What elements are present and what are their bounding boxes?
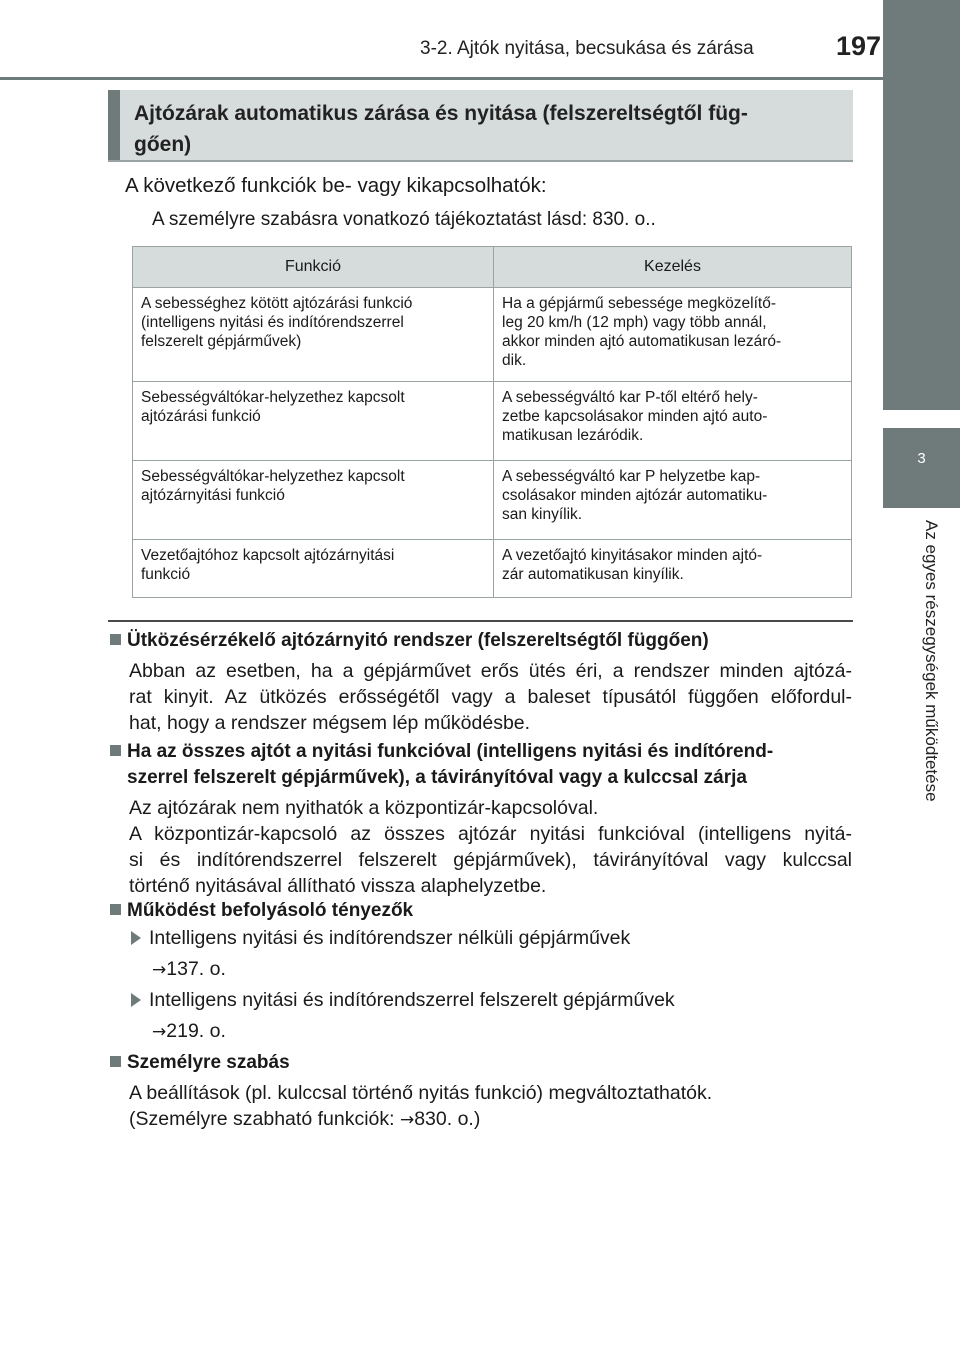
operation-cell [494, 382, 852, 461]
table-row [133, 382, 852, 461]
subheading-customization [110, 1049, 855, 1077]
cell-line: funkció [141, 566, 191, 583]
cell-line: ajtózárási funkció [141, 408, 261, 425]
body-line: A központizár-kapcsoló az összes ajtózár nyitási funkcióval (intelligens nyitá- [129, 823, 852, 845]
customization-body [129, 1080, 852, 1133]
column-header-function: Funkció [133, 247, 494, 288]
operation-cell [494, 288, 852, 382]
table-row [133, 288, 852, 382]
subheading-text: Működést befolyásoló tényezők [127, 900, 414, 921]
square-bullet-icon [110, 1056, 121, 1067]
operation-cell [494, 540, 852, 598]
column-header-operation: Kezelés [494, 247, 852, 288]
body-line: rat kinyit. Az ütközés erősségétől vagy a baleset típusától függően előfordul- [129, 686, 852, 708]
body-line: történő nyitásával állítható vissza alaphelyzetbe. [129, 875, 547, 897]
body-line: A beállítások (pl. kulccsal történő nyitás funkció) megváltoztathatók. [129, 1082, 713, 1104]
subheading-operating-factors [110, 897, 855, 925]
header-rule [0, 77, 960, 80]
cell-line: zár automatikusan kinyílik. [502, 566, 684, 583]
square-bullet-icon [110, 904, 121, 915]
arrow-right-icon: → [399, 1110, 415, 1130]
body-line: Az ajtózárak nem nyithatók a központizár-kapcsolóval. [129, 797, 599, 819]
body-line: Abban az esetben, ha a gépjárművet erős ütés éri, a rendszer minden ajtózá- [129, 660, 852, 682]
cell-line: csolásakor minden ajtózár automatiku- [502, 487, 768, 504]
cell-line: felszerelt gépjárművek) [141, 333, 302, 350]
page-number: 197 [836, 31, 882, 61]
operation-cell [494, 461, 852, 540]
arrow-right-icon: → [152, 960, 167, 980]
lock-all-doors-body [129, 795, 852, 899]
body-text: (Személyre szabható funkciók: [129, 1108, 400, 1130]
section-heading-box [108, 90, 853, 160]
factor-item-text: Intelligens nyitási és indítórendszer nélküli gépjárművek [149, 927, 631, 949]
table-row [133, 461, 852, 540]
table-header-row [133, 247, 852, 288]
heading-line-2: gően) [134, 133, 192, 156]
triangle-bullet-icon [131, 931, 141, 945]
subheading-lock-all-doors [110, 738, 855, 766]
reference-text: 830. o.) [414, 1108, 481, 1130]
cell-line: leg 20 km/h (12 mph) vagy több annál, [502, 314, 767, 331]
page-reference-2 [152, 1020, 226, 1043]
body-line [129, 1106, 852, 1133]
square-bullet-icon [110, 745, 121, 756]
heading-line-1: Ajtózárak automatikus zárása és nyitása (felszereltségtől füg- [134, 102, 748, 125]
cell-line: A vezetőajtó kinyitásakor minden ajtó- [502, 547, 763, 564]
section-title: 3-2. Ajtók nyitása, becsukása és zárása [420, 38, 754, 59]
subheading-lock-all-doors-cont: szerrel felszerelt gépjárművek), a távirányítóval vagy a kulccsal zárja [127, 767, 747, 788]
intro-text: A következő funkciók be- vagy kikapcsolhatók: [125, 174, 547, 197]
section-divider [108, 620, 853, 622]
cell-line: A sebességváltó kar P-től eltérő hely- [502, 389, 758, 406]
cell-line: A sebességváltó kar P helyzetbe kap- [502, 468, 761, 485]
chapter-title: Az egyes részegységek működtetése [922, 520, 941, 802]
function-cell [133, 382, 494, 461]
cell-line: A sebességhez kötött ajtózárási funkció [141, 295, 413, 312]
subheading-crash-unlock [110, 627, 855, 655]
cell-line: Sebességváltókar-helyzethez kapcsolt [141, 468, 405, 485]
section-heading [134, 98, 839, 160]
factor-item-1 [131, 927, 630, 950]
customization-note: A személyre szabásra vonatkozó tájékoztatást lásd: 830. o.. [152, 209, 656, 230]
reference-text: 219. o. [166, 1020, 226, 1042]
function-cell [133, 288, 494, 382]
side-tab-bar [883, 0, 960, 410]
reference-text: 137. o. [166, 958, 226, 980]
chapter-number: 3 [917, 450, 926, 467]
cell-line: (intelligens nyitási és indítórendszerrel [141, 314, 404, 331]
crash-unlock-body [129, 658, 852, 736]
subheading-text: Ütközésérzékelő ajtózárnyitó rendszer (felszereltségtől függően) [127, 630, 709, 651]
subheading-text: Ha az összes ajtót a nyitási funkcióval (intelligens nyitási és indítórend- [127, 741, 774, 762]
factor-item-2 [131, 989, 675, 1012]
chapter-tab [883, 428, 960, 508]
square-bullet-icon [110, 634, 121, 645]
table-row [133, 540, 852, 598]
body-line: si és indítórendszerrel felszerelt gépjárművek), távirányítóval vagy kulccsal [129, 849, 852, 871]
cell-line: zetbe kapcsolásakor minden ajtó auto- [502, 408, 768, 425]
body-line: hat, hogy a rendszer mégsem lép működésbe. [129, 712, 531, 734]
cell-line: Sebességváltókar-helyzethez kapcsolt [141, 389, 405, 406]
function-cell [133, 461, 494, 540]
function-table [132, 246, 852, 598]
cell-line: dik. [502, 352, 527, 369]
function-cell [133, 540, 494, 598]
cell-line: matikusan lezáródik. [502, 427, 644, 444]
subheading-text: Személyre szabás [127, 1052, 290, 1073]
cell-line: Vezetőajtóhoz kapcsolt ajtózárnyitási [141, 547, 395, 564]
cell-line: Ha a gépjármű sebessége megközelítő- [502, 295, 776, 312]
triangle-bullet-icon [131, 993, 141, 1007]
heading-underline [108, 160, 853, 162]
page-reference-1 [152, 958, 226, 981]
factor-item-text: Intelligens nyitási és indítórendszerrel felszerelt gépjárművek [149, 989, 675, 1011]
cell-line: san kinyílik. [502, 506, 583, 523]
cell-line: akkor minden ajtó automatikusan lezáró- [502, 333, 782, 350]
cell-line: ajtózárnyitási funkció [141, 487, 285, 504]
arrow-right-icon: → [152, 1022, 167, 1042]
